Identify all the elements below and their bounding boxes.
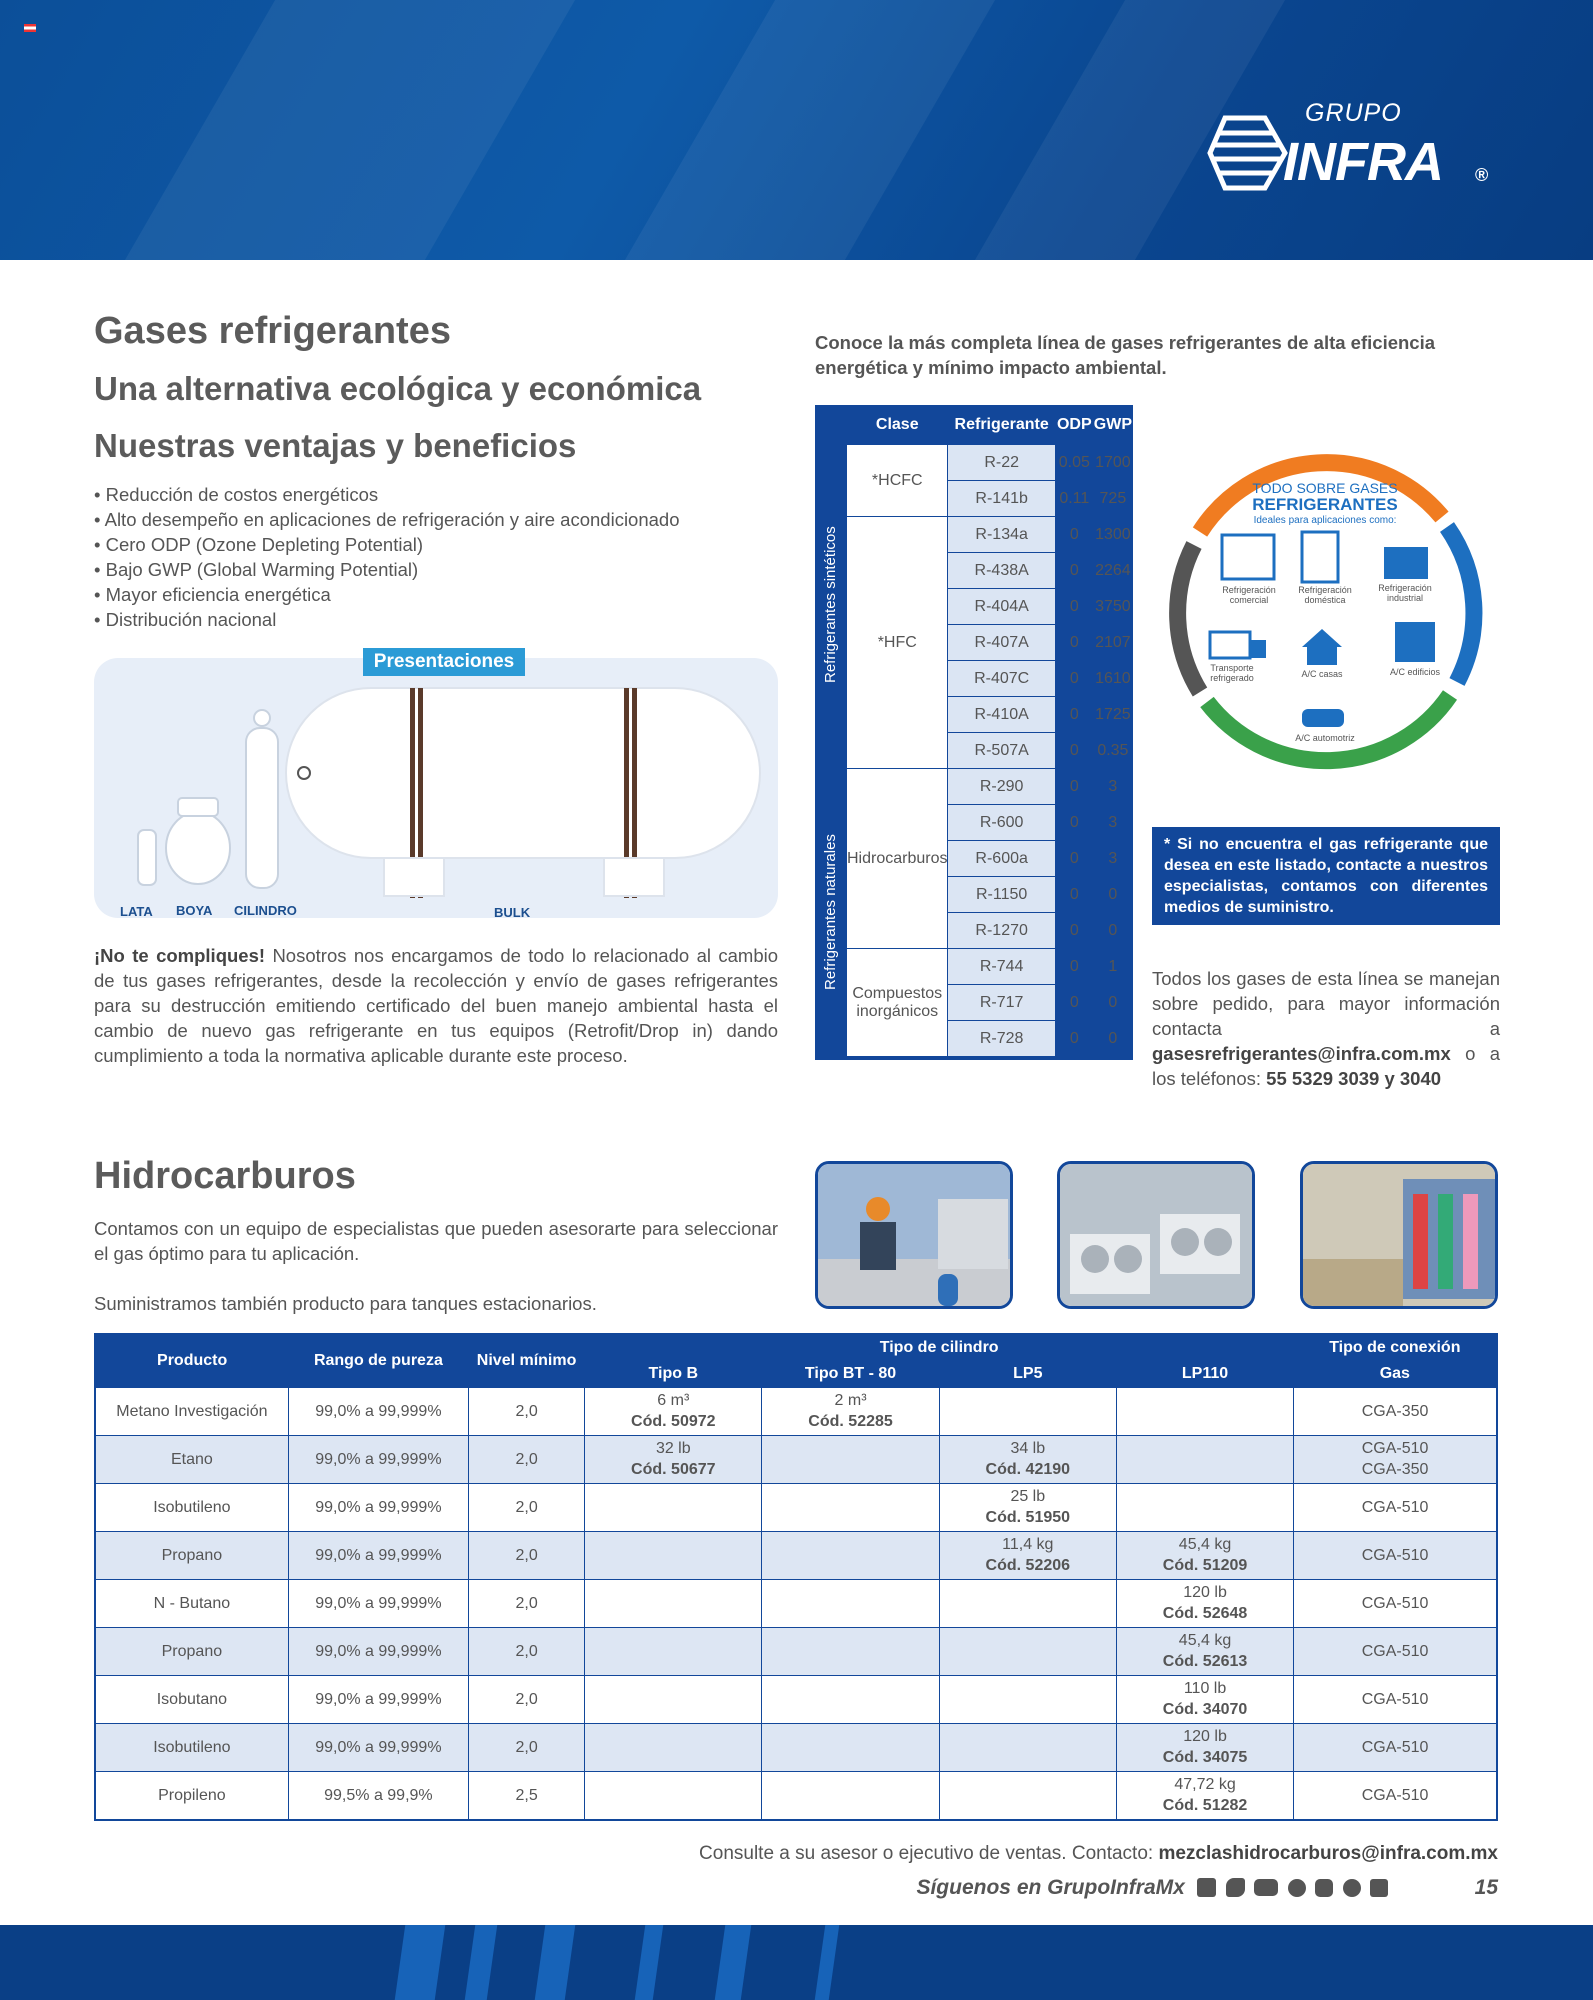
hc-cell-nivel [469,1771,585,1820]
hc-cell-nivel [469,1579,585,1627]
hc-value-lp5: 11,4 kg [1002,1536,1054,1553]
hc-cell-tipo-b [585,1771,762,1820]
hc-cell-lp110 [1116,1387,1293,1435]
app-transporte-refrigerado: Transporte refrigerado [1210,663,1254,683]
presentations-title: Presentaciones [363,648,525,676]
hc-cell-lp5 [939,1483,1116,1531]
order-info-mid: o a los teléfonos: [1152,1043,1500,1089]
hc-cell-gas [1294,1531,1497,1579]
no-complications-paragraph [94,943,778,1068]
hc-cell-gas [1294,1723,1497,1771]
hc-value-nivel: 2,0 [515,1642,538,1660]
order-info [1152,966,1500,1091]
order-info-phones: 55 5329 3039 y 3040 [1266,1068,1442,1089]
col-refrigerante: Refrigerante [948,406,1055,445]
app-refrigeracion-industrial: Refrigeración industrial [1378,583,1432,603]
hc-cell-producto [95,1771,288,1820]
hc-cell-lp5 [939,1675,1116,1723]
ref-gwp-cell: 1725 [1093,697,1132,733]
ref-gwp-cell: 3 [1093,805,1132,841]
facebook-icon[interactable] [1197,1878,1216,1897]
hc-cell-lp110 [1116,1531,1293,1579]
linkedin-icon[interactable] [1370,1879,1388,1897]
hc-cell-gas [1294,1675,1497,1723]
order-info-text: Todos los gases de esta línea se manejan sobre pedido, para mayor información contacta a [1152,968,1500,1039]
flag-icon [24,24,36,32]
hc-value-gas2: CGA-350 [1361,1461,1429,1478]
footer-contact-email[interactable]: mezclashidrocarburos@infra.com.mx [1158,1843,1498,1864]
ref-odp-cell: 0 [1055,553,1093,589]
col-lp5: LP5 [939,1361,1116,1387]
hc-cell-gas [1294,1483,1497,1531]
hc-value-pureza: 99,0% a 99,999% [315,1402,442,1420]
footer-band [0,1925,1593,2000]
hc-value-gas: CGA-510 [1361,1642,1429,1660]
page-header [0,0,1593,260]
hc-value-gas: CGA-510 [1361,1786,1429,1804]
hc-value-pureza: 99,0% a 99,999% [315,1450,442,1468]
hc-cell-gas [1294,1771,1497,1820]
hc-value-gas: CGA-510 [1361,1738,1429,1756]
hc-value-tipo-b: 32 lb [655,1440,691,1457]
ref-gwp-cell: 1610 [1093,661,1132,697]
ref-name-cell: R-1270 [948,913,1055,949]
logo-infra-text: INFRA [1283,132,1443,192]
hc-cell-tipo-bt [762,1483,939,1531]
ref-name-cell: R-141b [948,481,1055,517]
hc-cell-tipo-bt [762,1435,939,1483]
infographic-heading-2: REFRIGERANTES [1252,495,1398,514]
hc-value-producto: Isobutileno [153,1738,231,1756]
app-refrigeracion-comercial: Refrigeración comercial [1222,585,1276,605]
hc-cell-gas [1294,1387,1497,1435]
hydrocarbons-title: Hidrocarburos [94,1155,356,1197]
hc-cell-lp5 [939,1771,1116,1820]
hydrocarbons-paragraph-2: Suministramos también producto para tanques estacionarios. [94,1293,597,1314]
hc-value-nivel: 2,0 [515,1594,538,1612]
ref-row [847,445,1133,481]
app-ac-edificios: A/C edificios [1389,667,1441,677]
hc-cell-tipo-b [585,1435,762,1483]
ref-class-cell: *HCFC [847,445,948,517]
hc-value-lp110-cod: Cód. 52613 [1162,1653,1248,1670]
technician-image [818,1164,1013,1309]
infra-emblem-icon [1205,103,1295,203]
hc-cell-nivel [469,1675,585,1723]
hc-value-gas: CGA-510 [1361,1594,1429,1612]
section-title: Gases refrigerantes [94,310,451,352]
app-ac-casas: A/C casas [1301,669,1343,679]
ref-row [847,769,1133,805]
hc-cell-nivel [469,1723,585,1771]
hc-cell-lp110 [1116,1579,1293,1627]
ref-gwp-cell: 0 [1093,1021,1132,1057]
app-ac-automotriz: A/C automotriz [1295,733,1355,743]
hc-cell-nivel [469,1435,585,1483]
instagram-icon[interactable] [1315,1879,1333,1897]
supply-note: * Si no encuentra el gas refrigerante que desea en este listado, contacte a nuestros especialistas, contamos con diferentes medios de suministro. [1152,827,1500,925]
hc-cell-producto [95,1723,288,1771]
hc-value-nivel: 2,0 [515,1738,538,1756]
benefits-title: Nuestras ventajas y beneficios [94,427,577,464]
label-lata: LATA [120,904,153,919]
hc-cell-producto [95,1531,288,1579]
infographic-heading-1: TODO SOBRE GASES [1252,480,1398,496]
containers-illustration [94,658,778,918]
hc-cell-lp110 [1116,1483,1293,1531]
hc-cell-pureza [288,1675,468,1723]
hc-cell-tipo-b [585,1387,762,1435]
benefit-item: • Mayor eficiencia energética [94,582,784,607]
col-tipo-cilindro: Tipo de cilindro [585,1334,1294,1361]
hc-cell-pureza [288,1483,468,1531]
col-clase: Clase [847,406,948,445]
ref-odp-cell: 0 [1055,877,1093,913]
col-tipo-bt: Tipo BT - 80 [762,1361,939,1387]
hc-cell-lp5 [939,1387,1116,1435]
hc-cell-tipo-b [585,1675,762,1723]
logo-registered-mark: ® [1475,165,1489,185]
benefits-list [94,482,784,632]
hc-value-producto: Propano [161,1642,223,1660]
right-lead-text: Conoce la más completa línea de gases refrigerantes de alta eficiencia energética y mínimo impacto ambiental. [815,332,1436,378]
hc-cell-tipo-b [585,1531,762,1579]
hc-value-tipo-bt-cod: Cód. 52285 [808,1413,893,1430]
hc-cell-lp110 [1116,1435,1293,1483]
ref-name-cell: R-134a [948,517,1055,553]
hc-cell-lp5 [939,1531,1116,1579]
hc-cell-producto [95,1627,288,1675]
benefit-item: • Alto desempeño en aplicaciones de refrigeración y aire acondicionado [94,507,784,532]
hc-value-gas: CGA-510 [1361,1440,1429,1457]
hc-value-lp110: 45,4 kg [1178,1536,1232,1553]
hc-value-producto: Isobutileno [153,1498,231,1516]
photo-technician [815,1161,1013,1309]
photo-supermarket [1300,1161,1498,1309]
hc-value-lp5-cod: Cód. 52206 [985,1557,1071,1574]
grupo-infra-logo[interactable] [1205,95,1505,210]
ref-row [847,949,1133,985]
hc-value-nivel: 2,0 [515,1402,538,1420]
ref-odp-cell: 0 [1055,589,1093,625]
hc-value-gas: CGA-510 [1361,1498,1429,1516]
applications-infographic [1152,437,1498,783]
hc-cell-producto [95,1579,288,1627]
ref-name-cell: R-290 [948,769,1055,805]
hc-cell-nivel [469,1387,585,1435]
no-complications-lead: ¡No te compliques! [94,945,266,966]
ref-odp-cell: 0 [1055,625,1093,661]
hc-cell-tipo-bt [762,1387,939,1435]
ref-odp-cell: 0 [1055,949,1093,985]
hc-cell-tipo-b [585,1627,762,1675]
hc-cell-pureza [288,1771,468,1820]
hc-row [95,1675,1497,1723]
col-tipo-conexion: Tipo de conexión [1294,1334,1497,1361]
logo-grupo-text: GRUPO [1305,99,1402,127]
hc-cell-pureza [288,1723,468,1771]
ref-name-cell: R-22 [948,445,1055,481]
follow-text: Síguenos en GrupoInfraMx [916,1876,1185,1899]
ref-name-cell: R-407A [948,625,1055,661]
pinterest-icon[interactable] [1288,1879,1306,1897]
hc-value-lp110: 120 lb [1183,1584,1227,1601]
ref-name-cell: R-410A [948,697,1055,733]
hc-value-tipo-b: 6 m³ [657,1392,690,1409]
hc-value-lp5: 25 lb [1010,1488,1046,1505]
hc-row [95,1627,1497,1675]
hc-cell-gas [1294,1579,1497,1627]
section-subtitle: Una alternativa ecológica y económica [94,370,702,407]
ref-name-cell: R-728 [948,1021,1055,1057]
footer-contact [600,1843,1498,1865]
ref-name-cell: R-407C [948,661,1055,697]
hc-cell-tipo-bt [762,1531,939,1579]
hc-cell-lp5 [939,1627,1116,1675]
hc-cell-pureza [288,1579,468,1627]
col-nivel: Nivel mínimo [469,1334,585,1387]
hc-cell-tipo-b [585,1483,762,1531]
col-gwp: GWP [1093,406,1132,445]
hc-row [95,1483,1497,1531]
label-boya: BOYA [176,903,213,918]
hc-value-gas: CGA-350 [1361,1402,1429,1420]
hc-value-producto: Isobutano [156,1690,228,1708]
hc-value-producto: Metano Investigación [116,1402,268,1420]
ref-gwp-cell: 1300 [1093,517,1132,553]
hc-value-lp110-cod: Cód. 51282 [1162,1797,1248,1814]
ref-gwp-cell: 2264 [1093,553,1132,589]
condensers-image [1060,1164,1255,1309]
hc-row [95,1771,1497,1820]
side-label-synthetic: Refrigerantes sintéticos [822,526,839,683]
ref-row [847,517,1133,553]
col-pureza: Rango de pureza [288,1334,468,1387]
ref-gwp-cell: 3750 [1093,589,1132,625]
hc-value-pureza: 99,0% a 99,999% [315,1594,442,1612]
hc-cell-gas [1294,1435,1497,1483]
hc-value-nivel: 2,0 [515,1690,538,1708]
benefit-item: • Bajo GWP (Global Warming Potential) [94,557,784,582]
hc-value-pureza: 99,0% a 99,999% [315,1690,442,1708]
label-bulk: BULK [494,905,531,920]
order-info-email[interactable]: gasesrefrigerantes@infra.com.mx [1152,1043,1451,1064]
hc-row [95,1579,1497,1627]
ref-name-cell: R-600 [948,805,1055,841]
ref-gwp-cell: 3 [1093,841,1132,877]
refrigerant-grid [846,405,1133,1057]
benefit-item: • Reducción de costos energéticos [94,482,784,507]
ref-odp-cell: 0.11 [1055,481,1093,517]
ref-name-cell: R-438A [948,553,1055,589]
hc-value-tipo-b-cod: Cód. 50972 [631,1413,716,1430]
hc-value-lp110-cod: Cód. 52648 [1162,1605,1248,1622]
hc-cell-lp110 [1116,1675,1293,1723]
hc-value-nivel: 2,5 [515,1786,538,1804]
hc-cell-nivel [469,1483,585,1531]
hc-value-nivel: 2,0 [515,1546,538,1564]
hc-value-lp5: 34 lb [1010,1440,1046,1457]
ref-odp-cell: 0 [1055,841,1093,877]
hc-cell-producto [95,1387,288,1435]
col-gas: Gas [1294,1361,1497,1387]
hc-cell-pureza [288,1387,468,1435]
hc-cell-nivel [469,1627,585,1675]
label-cilindro: CILINDRO [234,903,297,918]
hc-value-pureza: 99,0% a 99,999% [315,1546,442,1564]
ref-odp-cell: 0 [1055,1021,1093,1057]
hc-cell-gas [1294,1627,1497,1675]
hc-value-producto: Propileno [158,1786,226,1804]
footer-contact-text: Consulte a su asesor o ejecutivo de ventas. Contacto: [699,1843,1159,1864]
hc-value-lp110: 110 lb [1183,1680,1227,1697]
ref-gwp-cell: 0 [1093,985,1132,1021]
infographic-heading-3: Ideales para aplicaciones como: [1253,515,1397,526]
hc-value-lp110: 120 lb [1183,1728,1227,1745]
ref-odp-cell: 0 [1055,661,1093,697]
hc-value-tipo-b-cod: Cód. 50677 [631,1461,716,1478]
ref-odp-cell: 0.05 [1055,445,1093,481]
col-producto: Producto [95,1334,288,1387]
ref-name-cell: R-744 [948,949,1055,985]
photo-condensers [1057,1161,1255,1309]
ref-name-cell: R-507A [948,733,1055,769]
no-complications-text: Nosotros nos encargamos de todo lo relacionado al cambio de tus gases refrigerantes, desde la recolección y envío de gases refrigerantes para su destrucción emitiendo certificado del buen manejo ambiental hasta el cambio de nuevo gas refrigerante en tus equipos (Retrofit/Drop in) dando cumplimiento a toda la normativa aplicable durante este proceso. [94,945,779,1066]
ref-name-cell: R-404A [948,589,1055,625]
ref-gwp-cell: 0 [1093,877,1132,913]
hc-cell-nivel [469,1531,585,1579]
hc-value-gas: CGA-510 [1361,1690,1429,1708]
hc-value-nivel: 2,0 [515,1450,538,1468]
hc-value-tipo-bt: 2 m³ [834,1392,867,1409]
ref-odp-cell: 0 [1055,769,1093,805]
hc-row [95,1531,1497,1579]
ref-name-cell: R-600a [948,841,1055,877]
hc-value-lp5-cod: Cód. 51950 [985,1509,1071,1526]
hc-cell-lp110 [1116,1723,1293,1771]
hc-value-nivel: 2,0 [515,1498,538,1516]
hc-row [95,1435,1497,1483]
hc-value-lp110-cod: Cód. 34070 [1162,1701,1248,1718]
hc-cell-tipo-bt [762,1627,939,1675]
hc-value-lp110-cod: Cód. 51209 [1162,1557,1248,1574]
ref-gwp-cell: 1700 [1093,445,1132,481]
hc-cell-lp5 [939,1435,1116,1483]
supermarket-image [1303,1164,1498,1309]
benefit-item: • Distribución nacional [94,607,784,632]
tiktok-icon[interactable] [1343,1879,1361,1897]
social-bar [540,1876,1498,1906]
hydrocarbons-table [94,1333,1498,1821]
hc-cell-pureza [288,1627,468,1675]
col-lp110: LP110 [1116,1361,1293,1387]
hc-cell-pureza [288,1435,468,1483]
ref-gwp-cell: 725 [1093,481,1132,517]
hc-value-pureza: 99,5% a 99,9% [324,1786,433,1804]
hc-value-pureza: 99,0% a 99,999% [315,1642,442,1660]
ref-class-cell: Compuestos inorgánicos [847,949,948,1057]
ref-name-cell: R-1150 [948,877,1055,913]
hydrocarbons-paragraph-1: Contamos con un equipo de especialistas que pueden asesorarte para seleccionar el gas óptimo para tu aplicación. [94,1218,778,1264]
app-refrigeracion-domestica: Refrigeración doméstica [1298,585,1352,605]
hc-value-pureza: 99,0% a 99,999% [315,1738,442,1756]
page-number: 15 [1474,1876,1498,1899]
ref-gwp-cell: 2107 [1093,625,1132,661]
hc-value-lp110: 45,4 kg [1178,1632,1232,1649]
ref-gwp-cell: 0.35 [1093,733,1132,769]
hc-cell-lp110 [1116,1627,1293,1675]
ref-odp-cell: 0 [1055,985,1093,1021]
ref-odp-cell: 0 [1055,805,1093,841]
ref-odp-cell: 0 [1055,913,1093,949]
hc-value-lp5-cod: Cód. 42190 [985,1461,1071,1478]
hc-value-gas: CGA-510 [1361,1546,1429,1564]
ref-odp-cell: 0 [1055,697,1093,733]
hc-cell-producto [95,1435,288,1483]
hc-cell-tipo-bt [762,1675,939,1723]
benefit-item: • Cero ODP (Ozone Depleting Potential) [94,532,784,557]
hc-cell-tipo-b [585,1723,762,1771]
hc-value-pureza: 99,0% a 99,999% [315,1498,442,1516]
ref-odp-cell: 0 [1055,733,1093,769]
ref-name-cell: R-717 [948,985,1055,1021]
hc-value-producto: Etano [170,1450,213,1468]
hc-cell-tipo-bt [762,1723,939,1771]
hc-cell-lp5 [939,1723,1116,1771]
ref-gwp-cell: 1 [1093,949,1132,985]
col-odp: ODP [1055,406,1093,445]
presentations-panel [94,658,778,918]
hc-value-producto: Propano [161,1546,223,1564]
col-tipo-b: Tipo B [585,1361,762,1387]
hc-value-producto: N - Butano [153,1594,231,1612]
ref-gwp-cell: 3 [1093,769,1132,805]
twitter-icon[interactable] [1226,1878,1245,1897]
side-label-natural: Refrigerantes naturales [822,834,839,990]
hc-cell-lp5 [939,1579,1116,1627]
hc-value-lp110: 47,72 kg [1174,1776,1236,1793]
hc-cell-producto [95,1675,288,1723]
ref-gwp-cell: 0 [1093,913,1132,949]
hc-cell-tipo-bt [762,1579,939,1627]
hc-cell-pureza [288,1531,468,1579]
ref-class-cell: Hidrocarburos [847,769,948,949]
hc-cell-tipo-b [585,1579,762,1627]
ref-odp-cell: 0 [1055,517,1093,553]
hc-cell-lp110 [1116,1771,1293,1820]
hc-row [95,1723,1497,1771]
hc-cell-tipo-bt [762,1771,939,1820]
refrigerant-table [815,405,1133,1060]
ref-class-cell: *HFC [847,517,948,769]
youtube-icon[interactable] [1254,1879,1278,1896]
hc-value-lp110-cod: Cód. 34075 [1162,1749,1248,1766]
hc-row [95,1387,1497,1435]
hc-cell-producto [95,1483,288,1531]
